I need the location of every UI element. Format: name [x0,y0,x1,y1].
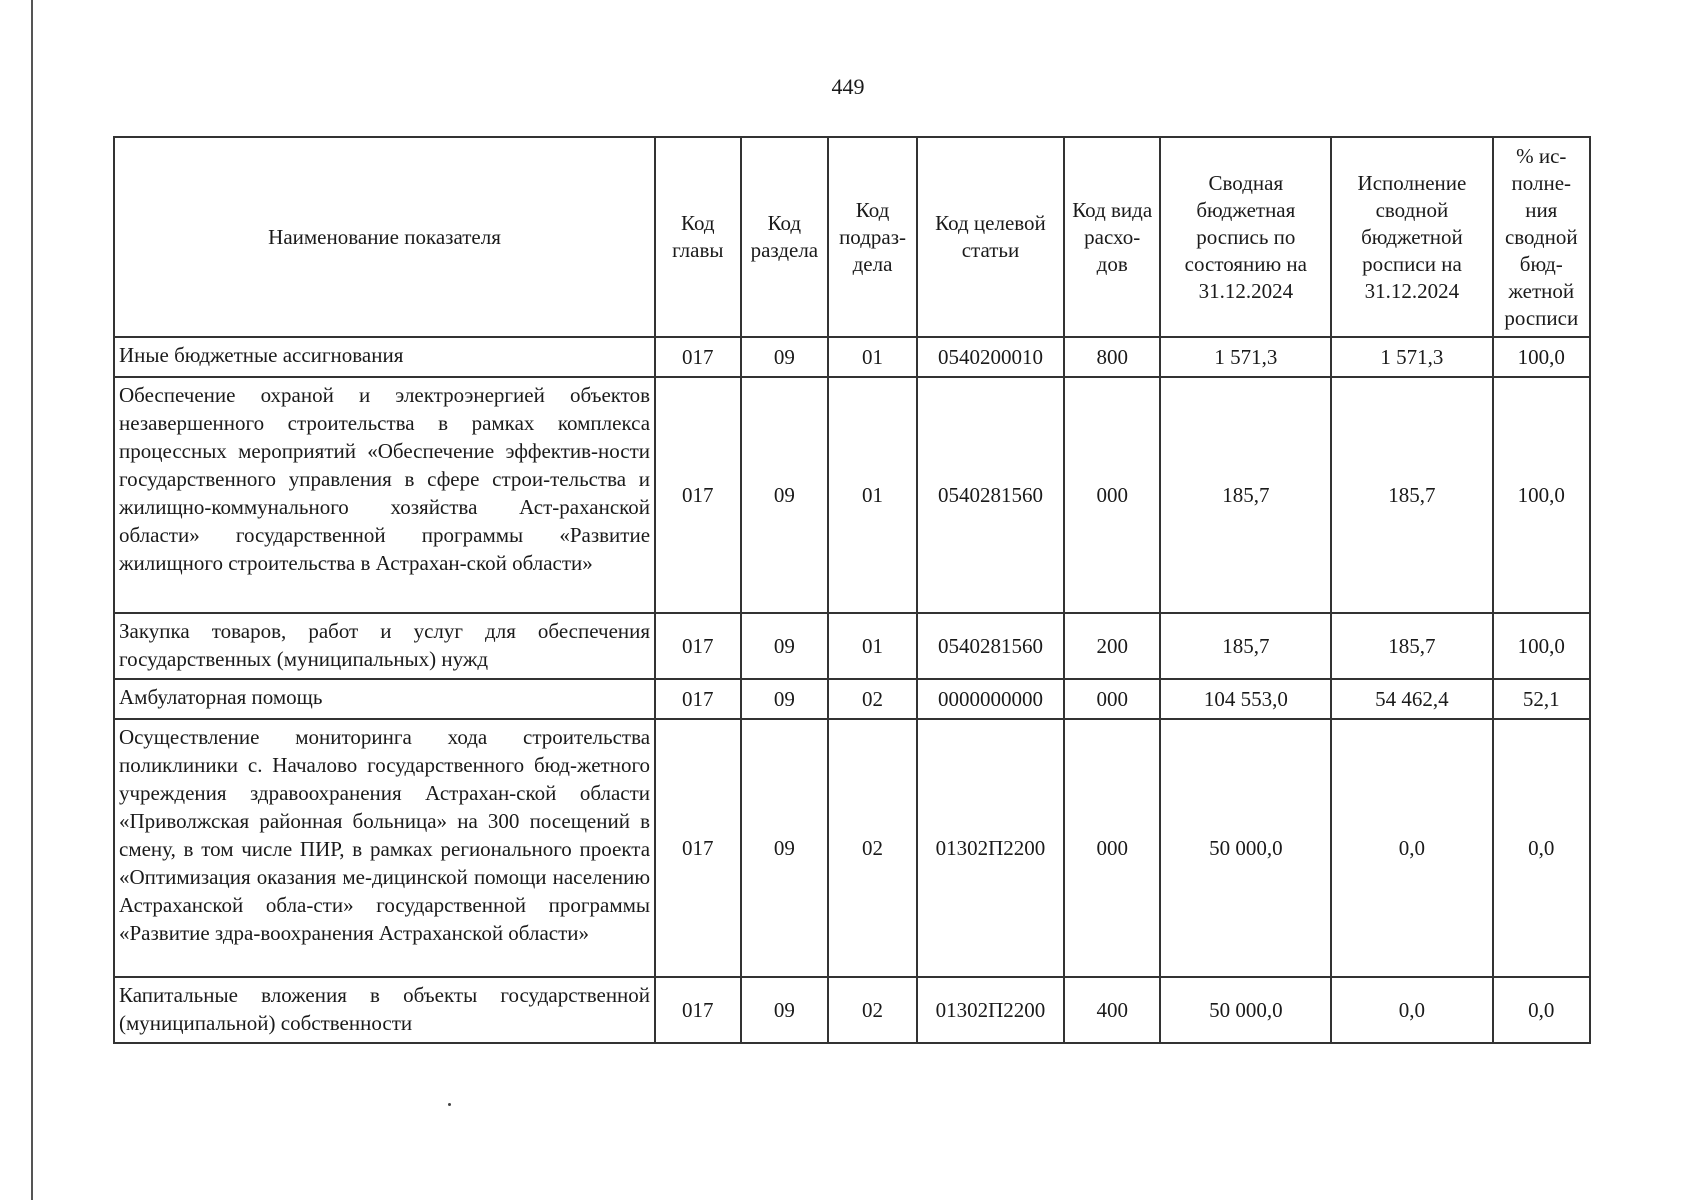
cell-name: Осуществление мониторинга хода строительства поликлиники с. Началово государственного бюд-жетного учреждения здравоохранения Астрахан-ской области «Приволжская районная больница» на 300 посещений в смену, в том числе ПИР, в рамках регионального проекта «Оптимизация оказания ме-дицинской помощи населению Астраханской обла-сти» государственной программы «Развитие здра-воохранения Астраханской области» [114,719,655,977]
cell-razdel: 09 [741,377,829,613]
table-row [114,719,1590,977]
cell-razdel: 09 [741,337,829,377]
cell-vid: 000 [1064,679,1160,719]
cell-rospis: 1 571,3 [1160,337,1331,377]
header-ispolnenie: Исполнение сводной бюджетной росписи на 31.12.2024 [1331,137,1492,337]
cell-celevaya: 01302П2200 [917,719,1064,977]
cell-glava: 017 [655,613,740,679]
cell-vid: 000 [1064,377,1160,613]
cell-ispolnenie: 1 571,3 [1331,337,1492,377]
header-razdel: Код раздела [741,137,829,337]
cell-procent: 0,0 [1493,977,1590,1043]
cell-ispolnenie: 0,0 [1331,977,1492,1043]
cell-procent: 52,1 [1493,679,1590,719]
cell-glava: 017 [655,679,740,719]
cell-name: Иные бюджетные ассигнования [114,337,655,377]
cell-glava: 017 [655,719,740,977]
table-row [114,679,1590,719]
cell-glava: 017 [655,337,740,377]
cell-celevaya: 0540281560 [917,613,1064,679]
cell-podrazdel: 01 [828,337,917,377]
cell-rospis: 104 553,0 [1160,679,1331,719]
cell-name: Капитальные вложения в объекты государственной (муниципальной) собственности [114,977,655,1043]
page-margin-line [31,0,33,1200]
cell-rospis: 185,7 [1160,613,1331,679]
cell-name: Закупка товаров, работ и услуг для обеспечения государственных (муниципальных) нужд [114,613,655,679]
cell-celevaya: 0000000000 [917,679,1064,719]
cell-procent: 100,0 [1493,337,1590,377]
header-procent: % ис-полне-ния сводной бюд-жетной росписи [1493,137,1590,337]
table-row [114,977,1590,1043]
cell-razdel: 09 [741,977,829,1043]
cell-rospis: 50 000,0 [1160,977,1331,1043]
cell-podrazdel: 02 [828,977,917,1043]
header-podrazdel: Код подраз-дела [828,137,917,337]
cell-name: Обеспечение охраной и электроэнергией объектов незавершенного строительства в рамках комплекса процессных мероприятий «Обеспечение эффектив-ности государственного управления в сфере строи-тельства и жилищно-коммунального хозяйства Аст-раханской области» государственной программы «Развитие жилищного строительства в Астрахан-ской области» [114,377,655,613]
cell-ispolnenie: 185,7 [1331,613,1492,679]
cell-podrazdel: 01 [828,377,917,613]
table-row [114,613,1590,679]
cell-razdel: 09 [741,613,829,679]
header-name: Наименование показателя [114,137,655,337]
table-row [114,337,1590,377]
scan-speck [448,1103,451,1106]
cell-ispolnenie: 54 462,4 [1331,679,1492,719]
cell-glava: 017 [655,977,740,1043]
cell-ispolnenie: 185,7 [1331,377,1492,613]
cell-podrazdel: 01 [828,613,917,679]
cell-ispolnenie: 0,0 [1331,719,1492,977]
cell-procent: 100,0 [1493,613,1590,679]
cell-celevaya: 0540281560 [917,377,1064,613]
cell-vid: 200 [1064,613,1160,679]
table-header-row [114,137,1590,337]
header-rospis: Сводная бюджетная роспись по состоянию на 31.12.2024 [1160,137,1331,337]
cell-podrazdel: 02 [828,679,917,719]
cell-name: Амбулаторная помощь [114,679,655,719]
cell-celevaya: 01302П2200 [917,977,1064,1043]
cell-razdel: 09 [741,679,829,719]
cell-glava: 017 [655,377,740,613]
cell-vid: 000 [1064,719,1160,977]
page-number: 449 [831,74,865,99]
budget-execution-table [113,136,1591,1044]
cell-rospis: 50 000,0 [1160,719,1331,977]
cell-rospis: 185,7 [1160,377,1331,613]
cell-podrazdel: 02 [828,719,917,977]
header-celevaya: Код целевой статьи [917,137,1064,337]
header-glava: Код главы [655,137,740,337]
cell-vid: 400 [1064,977,1160,1043]
table-row [114,377,1590,613]
cell-procent: 0,0 [1493,719,1590,977]
cell-procent: 100,0 [1493,377,1590,613]
cell-razdel: 09 [741,719,829,977]
cell-vid: 800 [1064,337,1160,377]
cell-celevaya: 0540200010 [917,337,1064,377]
header-vid: Код вида расхо-дов [1064,137,1160,337]
